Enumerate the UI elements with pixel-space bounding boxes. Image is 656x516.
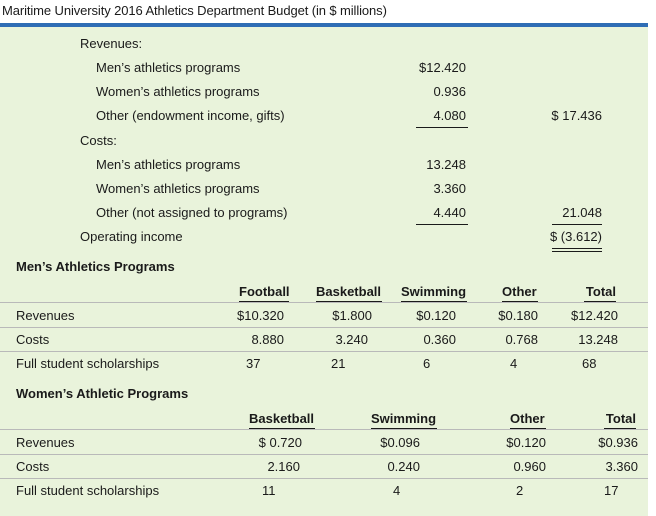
table-cell: 0.768 — [505, 332, 538, 347]
cost-item-label: Other (not assigned to programs) — [96, 205, 288, 220]
mens-column-header: Football — [239, 284, 290, 299]
operating-income-double-rule-top — [552, 248, 602, 249]
mens-column-header: Other — [502, 284, 537, 299]
table-cell: 8.880 — [251, 332, 284, 347]
row-divider — [0, 302, 648, 303]
costs-label: Costs: — [80, 133, 117, 148]
row-label: Revenues — [16, 435, 75, 450]
table-cell: 11 — [262, 483, 276, 498]
operating-income-double-rule-bottom — [552, 251, 602, 252]
table-cell: 68 — [582, 356, 597, 371]
table-cell: 0.240 — [387, 459, 420, 474]
table-cell: $0.120 — [416, 308, 456, 323]
cost-item-value: 4.440 — [433, 205, 466, 220]
table-cell: $0.936 — [598, 435, 638, 450]
table-cell: $10.320 — [237, 308, 284, 323]
row-divider — [0, 478, 648, 479]
table-cell: 0.960 — [513, 459, 546, 474]
table-cell: 21 — [331, 356, 346, 371]
mens-column-header: Swimming — [401, 284, 467, 299]
row-label: Costs — [16, 459, 50, 474]
revenue-item-label: Men’s athletics programs — [96, 60, 241, 75]
table-cell: $0.120 — [506, 435, 546, 450]
revenue-item-value: $12.420 — [419, 60, 466, 75]
row-label: Full student scholarships — [16, 356, 160, 371]
revenue-total: $ 17.436 — [551, 108, 602, 123]
table-cell: 13.248 — [578, 332, 618, 347]
table-cell: 17 — [604, 483, 619, 498]
table-cell: 37 — [246, 356, 261, 371]
table-cell: 6 — [423, 356, 431, 371]
revenue-subtotal-rule — [416, 127, 468, 128]
row-label: Full student scholarships — [16, 483, 160, 498]
operating-income-value: $ (3.612) — [549, 229, 602, 244]
row-divider — [0, 351, 648, 352]
table-cell: 4 — [510, 356, 518, 371]
womens-column-header: Basketball — [249, 411, 315, 426]
table-cell: $1.800 — [332, 308, 372, 323]
mens-column-header: Total — [585, 284, 616, 299]
womens-column-header: Total — [605, 411, 636, 426]
row-label: Revenues — [16, 308, 75, 323]
cost-item-label: Men’s athletics programs — [96, 157, 241, 172]
revenue-item-value: 0.936 — [433, 84, 466, 99]
cost-item-value: 3.360 — [433, 181, 466, 196]
revenues-label: Revenues: — [80, 36, 143, 51]
table-cell: 2 — [516, 483, 524, 498]
cost-subtotal-rule — [416, 224, 468, 225]
operating-income-label: Operating income — [80, 229, 183, 244]
row-divider — [0, 429, 648, 430]
row-divider — [0, 454, 648, 455]
cost-item-value: 13.248 — [426, 157, 466, 172]
revenue-item-label: Other (endowment income, gifts) — [96, 108, 285, 123]
revenue-item-value: 4.080 — [433, 108, 466, 123]
table-cell: 3.360 — [605, 459, 638, 474]
womens-column-header: Other — [510, 411, 545, 426]
cost-total: 21.048 — [562, 205, 602, 220]
womens-column-header: Swimming — [371, 411, 437, 426]
table-cell: 3.240 — [335, 332, 368, 347]
table-cell: 0.360 — [423, 332, 456, 347]
row-label: Costs — [16, 332, 50, 347]
table-cell: $12.420 — [571, 308, 618, 323]
cost-total-rule — [552, 224, 602, 225]
revenue-item-label: Women’s athletics programs — [96, 84, 260, 99]
table-cell: $0.096 — [380, 435, 420, 450]
table-cell: $0.180 — [498, 308, 538, 323]
mens-table-heading: Men’s Athletics Programs — [16, 259, 175, 274]
table-cell: 4 — [393, 483, 401, 498]
womens-table-heading: Women’s Athletic Programs — [16, 386, 189, 401]
table-cell: $ 0.720 — [258, 435, 302, 450]
document-title: Maritime University 2016 Athletics Department Budget (in $ millions) — [2, 3, 387, 18]
table-cell: 2.160 — [267, 459, 300, 474]
cost-item-label: Women’s athletics programs — [96, 181, 260, 196]
row-divider — [0, 327, 648, 328]
mens-column-header: Basketball — [316, 284, 382, 299]
